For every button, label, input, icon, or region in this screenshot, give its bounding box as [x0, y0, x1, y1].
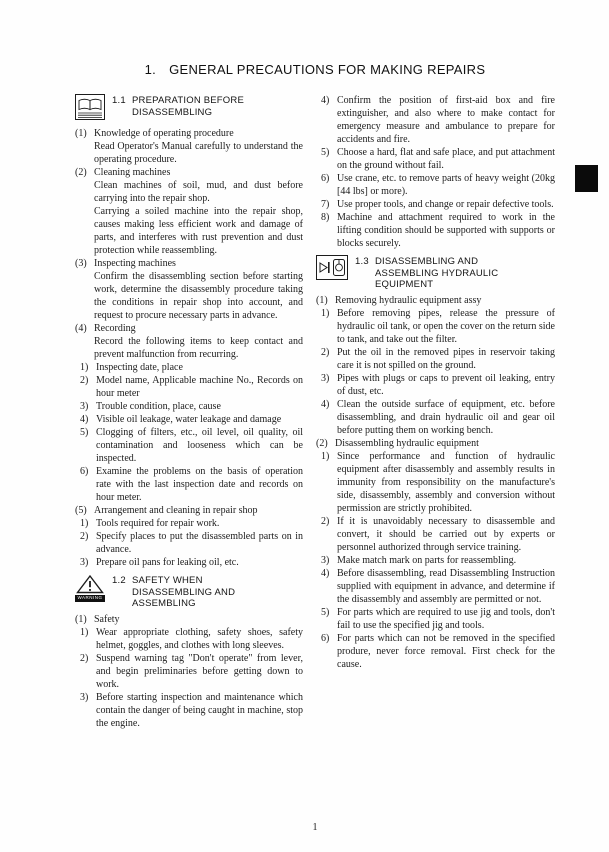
list-item-text: Arrangement and cleaning in repair shop [94, 505, 258, 516]
list-item [75, 691, 303, 730]
list-item-text: Visible oil leakage, water leakage and damage [96, 414, 282, 425]
paragraph-text: Read Operator's Manual carefully to understand the operating procedure. [94, 141, 303, 165]
section-header-1-3 [316, 255, 555, 291]
section-number: 1.1 [112, 95, 126, 106]
list-item-label: 6) [321, 632, 330, 644]
list-item [75, 426, 303, 465]
list-item [75, 556, 303, 569]
list-item [316, 346, 555, 372]
list-item-label: 3) [80, 401, 89, 412]
list-item-text: For parts which can not be removed in the specified produre, never force removal. First check for the cause. [337, 632, 555, 670]
page-number: 1 [312, 822, 318, 833]
list-item [316, 437, 555, 450]
list-item-text: Inspecting date, place [96, 362, 183, 373]
list-item-label: 1) [321, 307, 330, 319]
list-item [75, 413, 303, 426]
list-item [316, 172, 555, 198]
list-item-text: Since performance and function of hydraulic equipment after disassembly and assembly results in immunity from responsibility on the manufacture's side, disassembly, assembly and conversion without permission are strictly prohibited. [337, 450, 555, 514]
warning-icon [75, 574, 105, 602]
list-item [316, 606, 555, 632]
page-title-text: GENERAL PRECAUTIONS FOR MAKING REPAIRS [169, 62, 486, 77]
list-item [316, 567, 555, 606]
book-icon [75, 94, 105, 124]
list-item-text: Make match mark on parts for reassembling. [337, 554, 517, 566]
list-item-text: Pipes with plugs or caps to prevent oil leaking, entry of dust, etc. [337, 372, 555, 397]
list-item-text: Machine and attachment required to work in the lifting condition should be supported with supports or blocks securely. [337, 212, 555, 249]
paragraph [94, 205, 303, 257]
list-item-text: Before starting inspection and maintenance which contain the danger of being caught in machine, stop the engine. [96, 691, 303, 729]
list-item-label: 5) [321, 147, 330, 158]
list-item-text: Safety [94, 613, 120, 625]
list-item [75, 465, 303, 504]
list-item-text: Clogging of filters, etc., oil level, oil quality, oil contamination and looseness which can be inspected. [96, 427, 303, 464]
list-item-text: Knowledge of operating procedure [94, 128, 234, 139]
list-item-label: (2) [316, 437, 328, 449]
list-item-text: If it is unavoidably necessary to disassemble and convert, it should be carried out by experts or personnel authorized through service training. [337, 515, 555, 553]
paragraph [94, 140, 303, 166]
list-item-label: 4) [321, 398, 330, 410]
paragraph-text: Carrying a soiled machine into the repair shop, causes making less efficient work and damage of parts, and interferes with rust prevention and dust protection while reassembling. [94, 206, 303, 256]
list-item-label: 3) [321, 554, 330, 566]
list-item-label: 1) [80, 362, 89, 373]
list-item [316, 211, 555, 250]
list-item [316, 515, 555, 554]
section-title-line: ASSEMBLING HYDRAULIC [375, 267, 499, 279]
section-number: 1.3 [355, 256, 369, 267]
list-item-label: (1) [75, 613, 87, 625]
list-item-text: Use proper tools, and change or repair defective tools. [337, 199, 554, 210]
list-item-text: Put the oil in the removed pipes in reservoir taking care it is not spilled on the ground. [337, 346, 555, 371]
list-item-label: 3) [80, 691, 89, 703]
section-title-line: DISASSEMBLING AND [375, 256, 479, 267]
list-item [75, 504, 303, 517]
list-item [75, 517, 303, 530]
list-item-label: 4) [321, 95, 330, 106]
list-item-text: Specify places to put the disassembled parts on in advance. [96, 531, 303, 555]
list-item-label: 2) [80, 375, 89, 386]
list-item [75, 127, 303, 140]
list-item [316, 632, 555, 671]
list-item-text: Use crane, etc. to remove parts of heavy weight (20kg [44 lbs] or more). [337, 173, 555, 197]
list-item [316, 294, 555, 307]
list-item-label: (2) [75, 167, 87, 178]
page-title-number: 1. [144, 62, 157, 77]
list-item-label: 8) [321, 212, 330, 223]
list-item-label: 2) [80, 652, 89, 664]
list-item [75, 322, 303, 335]
list-item-label: 1) [80, 626, 89, 638]
section-title-line: EQUIPMENT [375, 279, 434, 290]
list-item-text: Wear appropriate clothing, safety shoes, safety helmet, goggles, and clothes with long sleeves. [96, 626, 303, 651]
list-item-label: 7) [321, 199, 330, 210]
list-item-text: Model name, Applicable machine No., Records on hour meter [96, 375, 303, 399]
section-title-line: ASSEMBLING [132, 598, 196, 609]
list-item [75, 530, 303, 556]
list-item-label: 4) [80, 414, 89, 425]
paragraph [94, 335, 303, 361]
list-item-text: Inspecting machines [94, 258, 176, 269]
section-title [355, 255, 498, 291]
column-left [75, 94, 303, 730]
paragraph-text: Record the following items to keep contact and prevent malfunction from recurring. [94, 336, 303, 360]
section-title-line: DISASSEMBLING [132, 106, 213, 118]
list-item-text: Trouble condition, place, cause [96, 401, 221, 412]
list-item [75, 626, 303, 652]
list-item-label: 1) [321, 450, 330, 462]
list-item-text: Suspend warning tag "Don't operate" from lever, and begin preliminaries before getting down to work. [96, 652, 303, 690]
column-right [316, 94, 555, 671]
list-item-label: 1) [80, 518, 89, 529]
paragraph-text: Confirm the disassembling section before starting work, determine the disassembly procedure taking the conditions in repair shop into account, and request to procure necessary parts in advance. [94, 271, 303, 321]
list-item-label: (3) [75, 258, 87, 269]
list-item [75, 374, 303, 400]
section-header-1-2 [75, 574, 303, 610]
list-item [316, 198, 555, 211]
section-title [112, 94, 244, 118]
list-item [316, 554, 555, 567]
list-item-label: (5) [75, 505, 87, 516]
list-item-text: Cleaning machines [94, 167, 171, 178]
list-item-text: Tools required for repair work. [96, 518, 220, 529]
list-item [316, 94, 555, 146]
list-item-text: Before disassembling, read Disassembling Instruction supplied with equipment in advance, and determine if the disassembly and assembly are permitted or not. [337, 567, 555, 605]
paragraph [94, 179, 303, 205]
list-item-label: 2) [80, 531, 89, 542]
list-item-text: Prepare oil pans for leaking oil, etc. [96, 557, 239, 568]
list-item [316, 146, 555, 172]
list-item [75, 652, 303, 691]
paragraph-text: Clean machines of soil, mud, and dust before carrying into the repair shop. [94, 180, 303, 204]
list-item-label: 5) [80, 427, 89, 438]
list-item-label: 3) [80, 557, 89, 568]
list-item-text: Recording [94, 323, 136, 334]
list-item-label: 6) [80, 466, 89, 477]
list-item [316, 372, 555, 398]
list-item-label: 6) [321, 173, 330, 184]
list-item [75, 400, 303, 413]
list-item-label: 2) [321, 515, 330, 527]
hydraulic-icon [316, 255, 348, 284]
list-item [316, 398, 555, 437]
list-item-text: For parts which are required to use jig and tools, don't fail to use the specified jig and tools. [337, 606, 555, 631]
list-item-text: Choose a hard, flat and safe place, and put attachment on the ground without fail. [337, 147, 555, 171]
page-title [75, 62, 555, 77]
list-item-label: 3) [321, 372, 330, 384]
list-item-text: Examine the problems on the basis of operation rate with the last inspection date and records on hour meter. [96, 466, 303, 503]
list-item-label: 5) [321, 606, 330, 618]
list-item-label: (4) [75, 323, 87, 334]
list-item [316, 307, 555, 346]
section-header-1-1 [75, 94, 303, 124]
list-item [75, 166, 303, 179]
section-title-line: DISASSEMBLING AND [132, 586, 236, 598]
list-item-label: 4) [321, 567, 330, 579]
list-item-text: Clean the outside surface of equipment, etc. before disassembling, and drain hydraulic oil and gear oil before putting them on working bench. [337, 398, 555, 436]
list-item-text: Confirm the position of first-aid box and fire extinguisher, and also where to make contact for emergency measure and ambulance to prepare for accidents and fire. [337, 95, 555, 145]
thumb-index-tab [575, 165, 598, 192]
section-title-line: PREPARATION BEFORE [132, 95, 244, 106]
warning-icon-label: WARNING [75, 595, 105, 602]
list-item [75, 361, 303, 374]
section-number: 1.2 [112, 575, 126, 586]
list-item-label: (1) [316, 294, 328, 306]
section-title [112, 574, 235, 610]
list-item-text: Before removing pipes, release the pressure of hydraulic oil tank, or open the cover on the return side to tank, and take out the filter. [337, 307, 555, 345]
list-item [75, 257, 303, 270]
list-item-text: Disassembling hydraulic equipment [335, 437, 479, 449]
paragraph [94, 270, 303, 322]
list-item [316, 450, 555, 515]
list-item-label: 2) [321, 346, 330, 358]
list-item [75, 613, 303, 626]
section-title-line: SAFETY WHEN [132, 575, 203, 586]
list-item-text: Removing hydraulic equipment assy [335, 294, 482, 306]
list-item-label: (1) [75, 128, 87, 139]
